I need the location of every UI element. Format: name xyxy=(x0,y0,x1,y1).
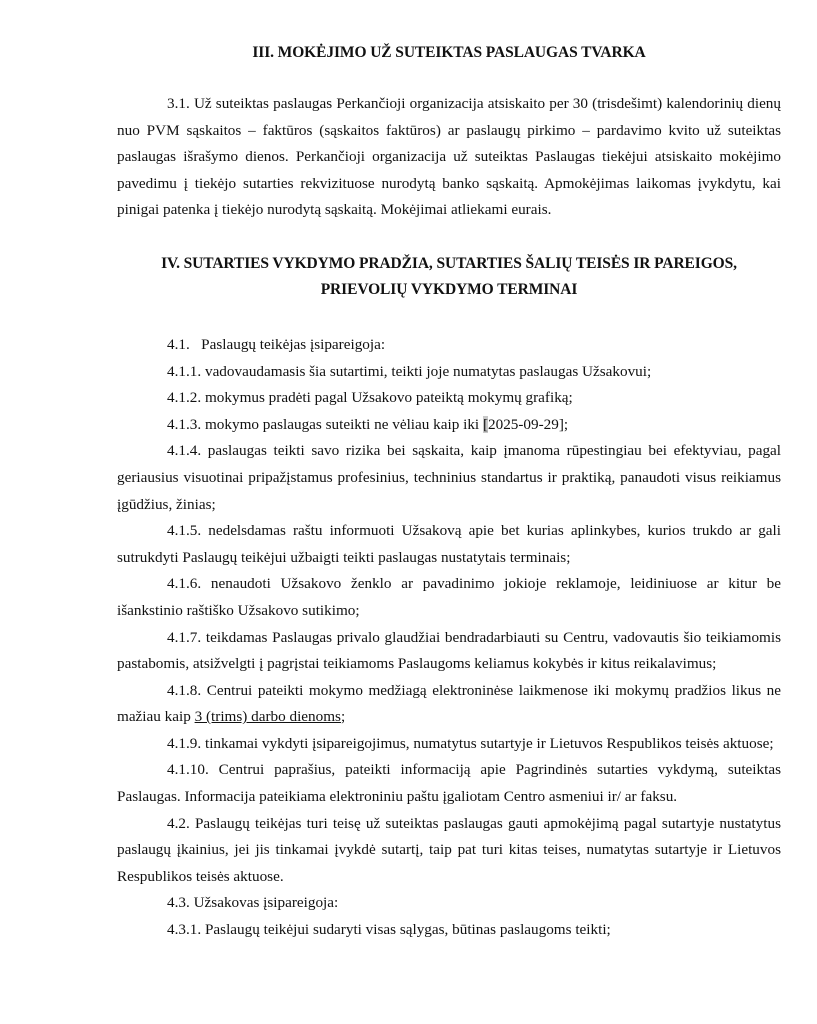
section-4-heading-line2: PRIEVOLIŲ VYKDYMO TERMINAI xyxy=(320,280,578,298)
paragraph-4-1-8-end: ; xyxy=(340,708,346,726)
paragraph-4-1: 4.1. Paslaugų teikėjas įsipareigoja: xyxy=(167,335,386,353)
paragraph-4-2: 4.2. Paslaugų teikėjas turi teisę už suteiktas paslaugas gauti apmokėjimą pagal sutartyje nustatytus paslaugų įkainius, jei jis tinkamai įvykdė sutartį, taip pat turi kitas teises, numatytas sutartyje ir Lietuvos Respublikos teisės aktuose. xyxy=(117,814,781,885)
document-page xyxy=(117,0,781,944)
deadline-underlined: 3 (trims) darbo dienoms xyxy=(194,708,341,726)
paragraph-4-1-6: 4.1.6. nenaudoti Užsakovo ženklo ar pavadinimo jokioje reklamoje, leidiniuose ar kitur be išankstinio raštiško Užsakovo sutikimo; xyxy=(117,575,781,619)
paragraph-4-1-7: 4.1.7. teikdamas Paslaugas privalo glaudžiai bendradarbiauti su Centru, vadovautis šio teikiamomis pastabomis, atsižvelgti į pagrįstai teikiamoms Paslaugoms keliamus kokybės ir kitus reikalavimus; xyxy=(117,628,781,673)
paragraph-3-1: 3.1. Už suteiktas paslaugas Perkančioji organizacija atsiskaito per 30 (trisdešimt) kalendorinių dienų nuo PVM sąskaitos – faktūros (sąskaitos faktūros) ar paslaugų pirkimo – pardavimo kvito už suteiktas paslaugas išrašymo dienos. Perkančioji organizacija už suteiktas Paslaugas tiekėjui atsiskaito mokėjimo pavedimu į tiekėjo sutarties rekvizituose nurodytą banko sąskaitą. Apmokėjimas laikomas įvykdytu, kai pinigai patenka į tiekėjo nurodytą sąskaitą. Mokėjimai atliekami eurais. xyxy=(117,95,781,219)
paragraph-4-3: 4.3. Užsakovas įsipareigoja: xyxy=(167,894,339,912)
paragraph-4-1-2: 4.1.2. mokymus pradėti pagal Užsakovo pateiktą mokymų grafiką; xyxy=(167,389,573,407)
section-4-heading-line1: IV. SUTARTIES VYKDYMO PRADŽIA, SUTARTIES ŠALIŲ TEISĖS IR PAREIGOS, xyxy=(161,254,737,272)
paragraph-4-1-10: 4.1.10. Centrui paprašius, pateikti informaciją apie Pagrindinės sutarties vykdymą, suteiktas Paslaugas. Informacija pateikiama elektroniniu paštu įgaliotam Centro asmeniui ir/ ar faksu. xyxy=(117,761,781,806)
section-3-heading: III. MOKĖJIMO UŽ SUTEIKTAS PASLAUGAS TVARKA xyxy=(252,44,646,61)
paragraph-4-1-4: 4.1.4. paslaugas teikti savo rizika bei sąskaita, kaip įmanoma rūpestingiau bei efektyviau, pagal geriausius visuotinai pripažįstamus profesinius, techninius standartus ir praktiką, panaudoti visus reikiamus įgūdžius, žinias; xyxy=(117,442,781,513)
date-field-marker[interactable]: [ xyxy=(482,415,488,433)
paragraph-4-1-1: 4.1.1. vadovaudamasis šia sutartimi, teikti joje numatytas paslaugas Užsakovui; xyxy=(167,362,652,380)
completion-date: 2025-09-29]; xyxy=(488,415,569,433)
paragraph-4-1-3 xyxy=(117,412,781,439)
paragraph-4-1-8 xyxy=(117,678,781,731)
paragraph-4-1-8-text: 4.1.8. Centrui pateikti mokymo medžiagą elektroninėse laikmenose iki mokymų pradžios likus ne mažiau kaip xyxy=(117,681,781,726)
paragraph-4-1-5: 4.1.5. nedelsdamas raštu informuoti Užsakovą apie bet kurias aplinkybes, kurios trukdo ar gali sutrukdyti Paslaugų teikėjui užbaigti teikti paslaugas nustatytais terminais; xyxy=(117,522,781,566)
paragraph-4-3-1: 4.3.1. Paslaugų teikėjui sudaryti visas sąlygas, būtinas paslaugoms teikti; xyxy=(167,921,611,939)
paragraph-4-1-9: 4.1.9. tinkamai vykdyti įsipareigojimus, numatytus sutartyje ir Lietuvos Respublikos teisės aktuose; xyxy=(167,734,774,752)
paragraph-4-1-3-text: 4.1.3. mokymo paslaugas suteikti ne vėliau kaip iki xyxy=(167,415,483,433)
